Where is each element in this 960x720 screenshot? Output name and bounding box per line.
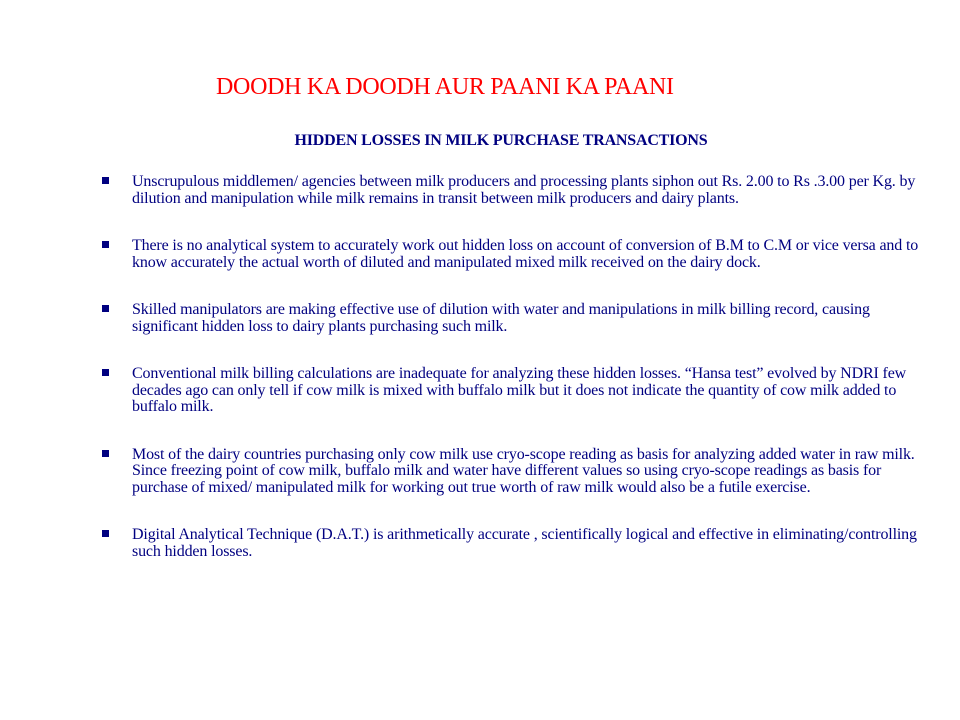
square-bullet-icon: [102, 305, 109, 312]
bullet-item: [100, 527, 920, 560]
square-bullet-icon: [102, 177, 109, 184]
bullet-item: [100, 238, 920, 271]
bullet-text: Unscrupulous middlemen/ agencies between milk producers and processing plants siphon out Rs. 2.00 to Rs .3.00 per Kg. by dilution and manipulation while milk remains in transit between milk producers and dairy plants.: [132, 173, 916, 207]
square-bullet-icon: [102, 450, 109, 457]
bullet-list: [100, 174, 920, 591]
bullet-text: Digital Analytical Technique (D.A.T.) is arithmetically accurate , scientifically logical and effective in eliminating/controlling such hidden losses.: [132, 526, 917, 560]
bullet-text: Conventional milk billing calculations are inadequate for analyzing these hidden losses. “Hansa test” evolved by NDRI few decades ago can only tell if cow milk is mixed with buffalo milk but it does not indicate the quantity of cow milk added to buffalo milk.: [132, 365, 907, 415]
bullet-item: [100, 174, 920, 207]
slide-subtitle-text: HIDDEN LOSSES IN MILK PURCHASE TRANSACTIONS: [294, 132, 708, 149]
slide-title: DOODH KA DOODH AUR PAANI KA PAANI: [216, 74, 674, 100]
bullet-text: Most of the dairy countries purchasing only cow milk use cryo-scope reading as basis for analyzing added water in raw milk. Since freezing point of cow milk, buffalo milk and water have different values so using cryo-scope readings as basis for purchase of mixed/ manipulated milk for working out true worth of raw milk would also be a futile exercise.: [132, 445, 915, 496]
bullet-item: [100, 366, 920, 416]
bullet-item: [100, 302, 920, 335]
bullet-item: [100, 447, 920, 497]
square-bullet-icon: [102, 369, 109, 376]
bullet-text: There is no analytical system to accurately work out hidden loss on account of conversion of B.M to C.M or vice versa and to know accurately the actual worth of diluted and manipulated mixed milk received on the dairy dock.: [132, 237, 919, 271]
square-bullet-icon: [102, 241, 109, 248]
square-bullet-icon: [102, 530, 109, 537]
slide-subtitle: [0, 130, 960, 152]
bullet-text: Skilled manipulators are making effective use of dilution with water and manipulations in milk billing record, causing significant hidden loss to dairy plants purchasing such milk.: [132, 301, 870, 335]
